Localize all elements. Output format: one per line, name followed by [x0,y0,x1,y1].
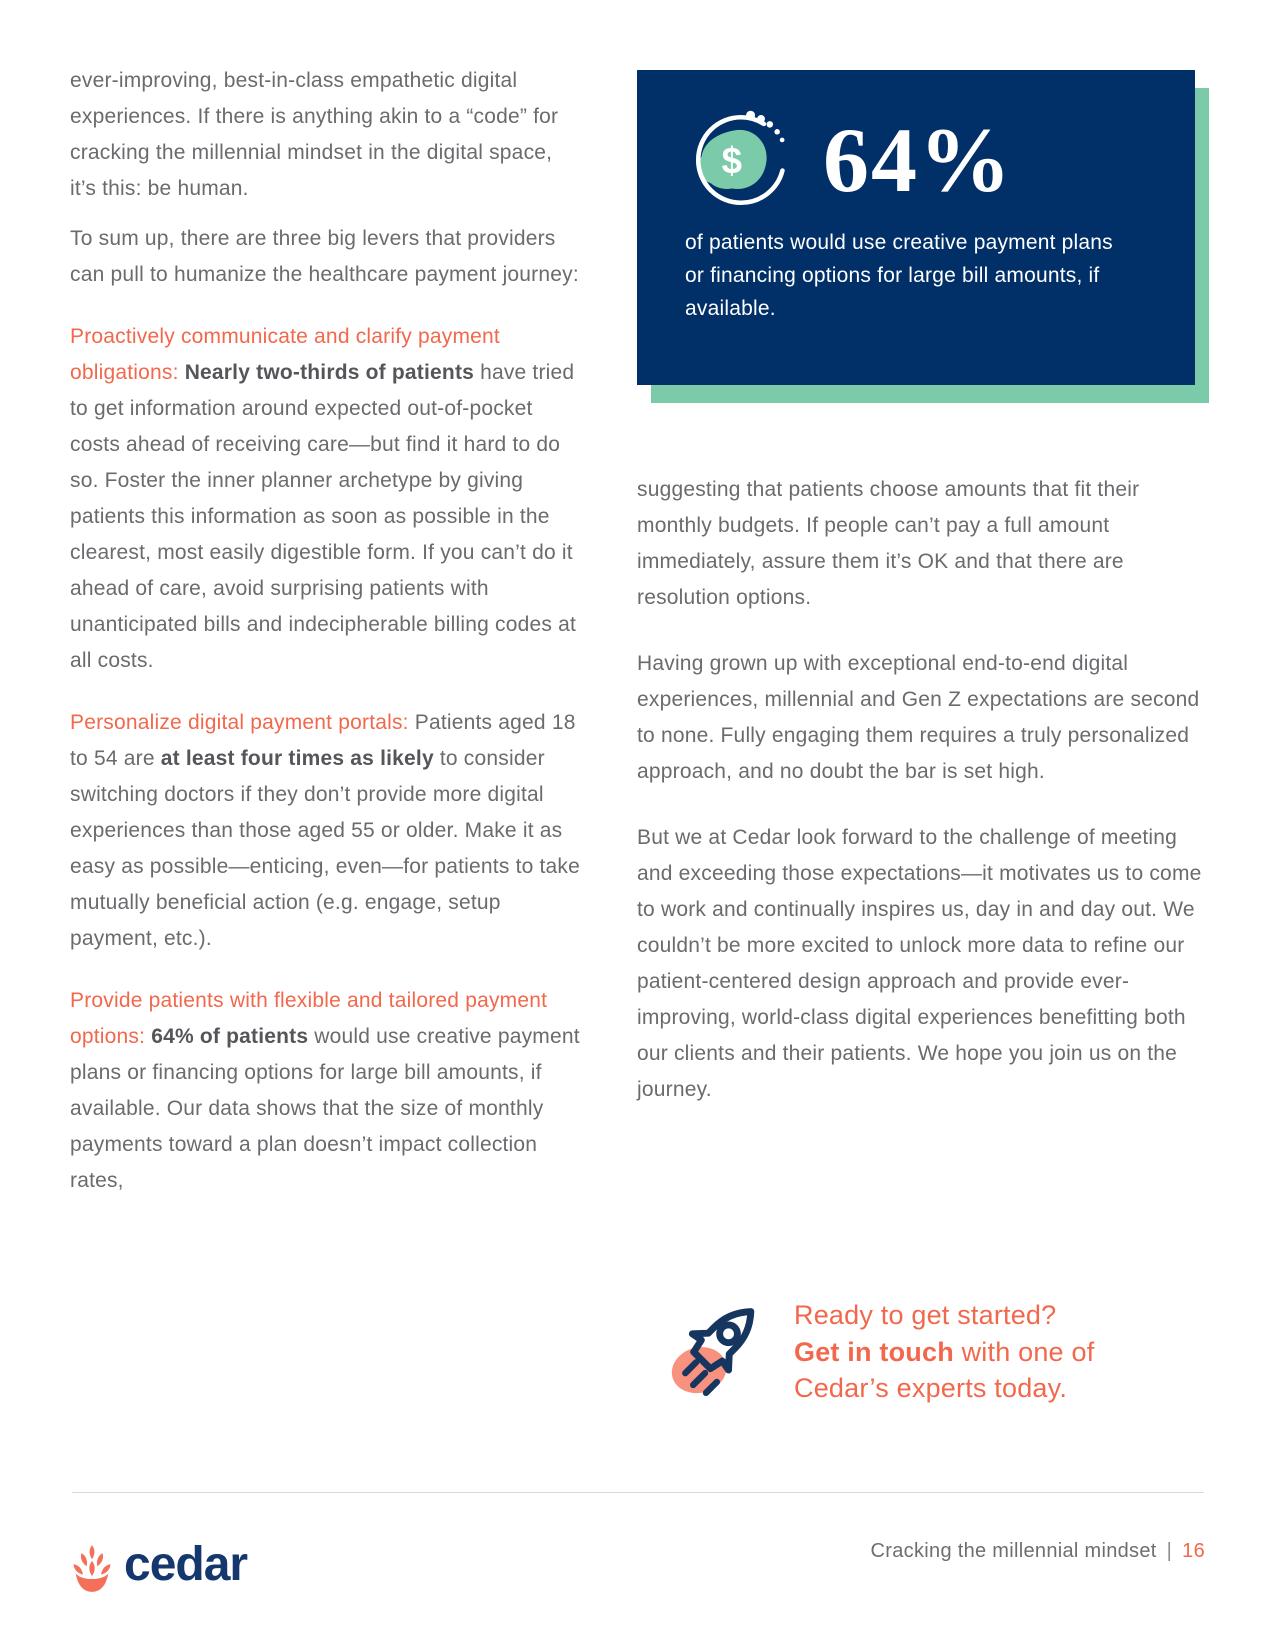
text-segment: Proactively communicate and clarify payment obligations: [70,325,500,384]
footer-doc-title: Cracking the millennial mindset [870,1540,1157,1562]
callout-box [637,70,1195,385]
brand-wordmark: cedar [124,1538,248,1591]
cta-line3: Cedar’s experts today. [794,1373,1068,1403]
pinecone-icon [70,1544,114,1594]
cta-line1: Ready to get started? [794,1300,1057,1330]
paragraph [70,221,582,293]
text-segment: Provide patients with flexible and tailored payment options: [70,989,548,1048]
right-column [637,70,1209,1108]
paragraph [70,63,582,207]
stat-description: of patients would use creative payment plans or financing options for large bill amounts, if available. [685,231,1113,320]
text-segment: Nearly two-thirds of patients [184,361,481,384]
footer-meta [871,1540,1205,1563]
text-segment: To sum up, there are three big levers that providers can pull to humanize the healthcare payment journey: [70,227,579,286]
cta-text [794,1292,1094,1407]
text-segment: Having grown up with exceptional end-to-end digital experiences, millennial and Gen Z expectations are second to none. Fully engaging them requires a truly personalized approach, and no doubt the bar is set high. [637,652,1200,783]
left-column [70,63,582,1199]
footer-separator: | [1166,1540,1173,1562]
cta-line2-rest: with one of [953,1336,1095,1367]
paragraph [70,705,582,957]
footer-divider [72,1492,1204,1493]
paragraph [70,983,582,1199]
right-column-text [637,472,1209,1108]
text-segment: would use creative payment plans or financing options for large bill amounts, if available. Our data shows that the size of monthly payments toward a plan doesn’t impact collection rates, [70,1025,580,1192]
text-segment: have tried to get information around expected out-of-pocket costs ahead of receiving care—but find it hard to do so. Foster the inner planner archetype by giving patients this information as soon as possible in the clearest, most easily digestible form. If you can’t do it ahead of care, avoid surprising patients with unanticipated bills and indecipherable billing codes at all costs. [70,361,577,672]
stat-value: 64% [823,109,1013,211]
svg-text:$: $ [721,140,743,182]
text-segment: Patients aged 18 to 54 are [70,711,576,770]
text-segment: But we at Cedar look forward to the challenge of meeting and exceeding those expectations—it motivates us to come to work and continually inspires us, day in and day out. We couldn’t be more excited to unlock more data to refine our patient-centered design approach and provide ever-improving, world-class digital experiences benefitting both our clients and their patients. We hope you join us on the journey. [637,826,1202,1101]
stat-callout [637,70,1195,385]
text-segment: 64% of patients [151,1025,315,1048]
text-segment: at least four times as likely [160,747,440,770]
paragraph [637,646,1209,790]
paragraph [637,472,1209,616]
text-segment: ever-improving, best-in-class empathetic digital experiences. If there is anything akin to a “code” for cracking the millennial mindset in the digital space, it’s this: be human. [70,69,559,200]
paragraph [637,820,1209,1108]
callout-header [685,104,1159,216]
get-in-touch-link[interactable]: Get in touch [794,1336,954,1367]
cedar-logo [70,1538,248,1597]
page-number: 16 [1182,1540,1205,1562]
text-segment: Personalize digital payment portals: [70,711,415,734]
text-segment: suggesting that patients choose amounts that fit their monthly budgets. If people can’t pay a full amount immediately, assure them it’s OK and that there are resolution options. [637,478,1140,609]
rocket-icon [642,1292,770,1406]
coin-dollar-icon [685,104,797,216]
paragraph [70,319,582,679]
text-segment: to consider switching doctors if they don’t provide more digital experiences than those aged 55 or older. Make it as easy as possible—enticing, even—for patients to take mutually beneficial action (e.g. engage, setup payment, etc.). [70,747,581,950]
cta-block [642,1292,1094,1407]
